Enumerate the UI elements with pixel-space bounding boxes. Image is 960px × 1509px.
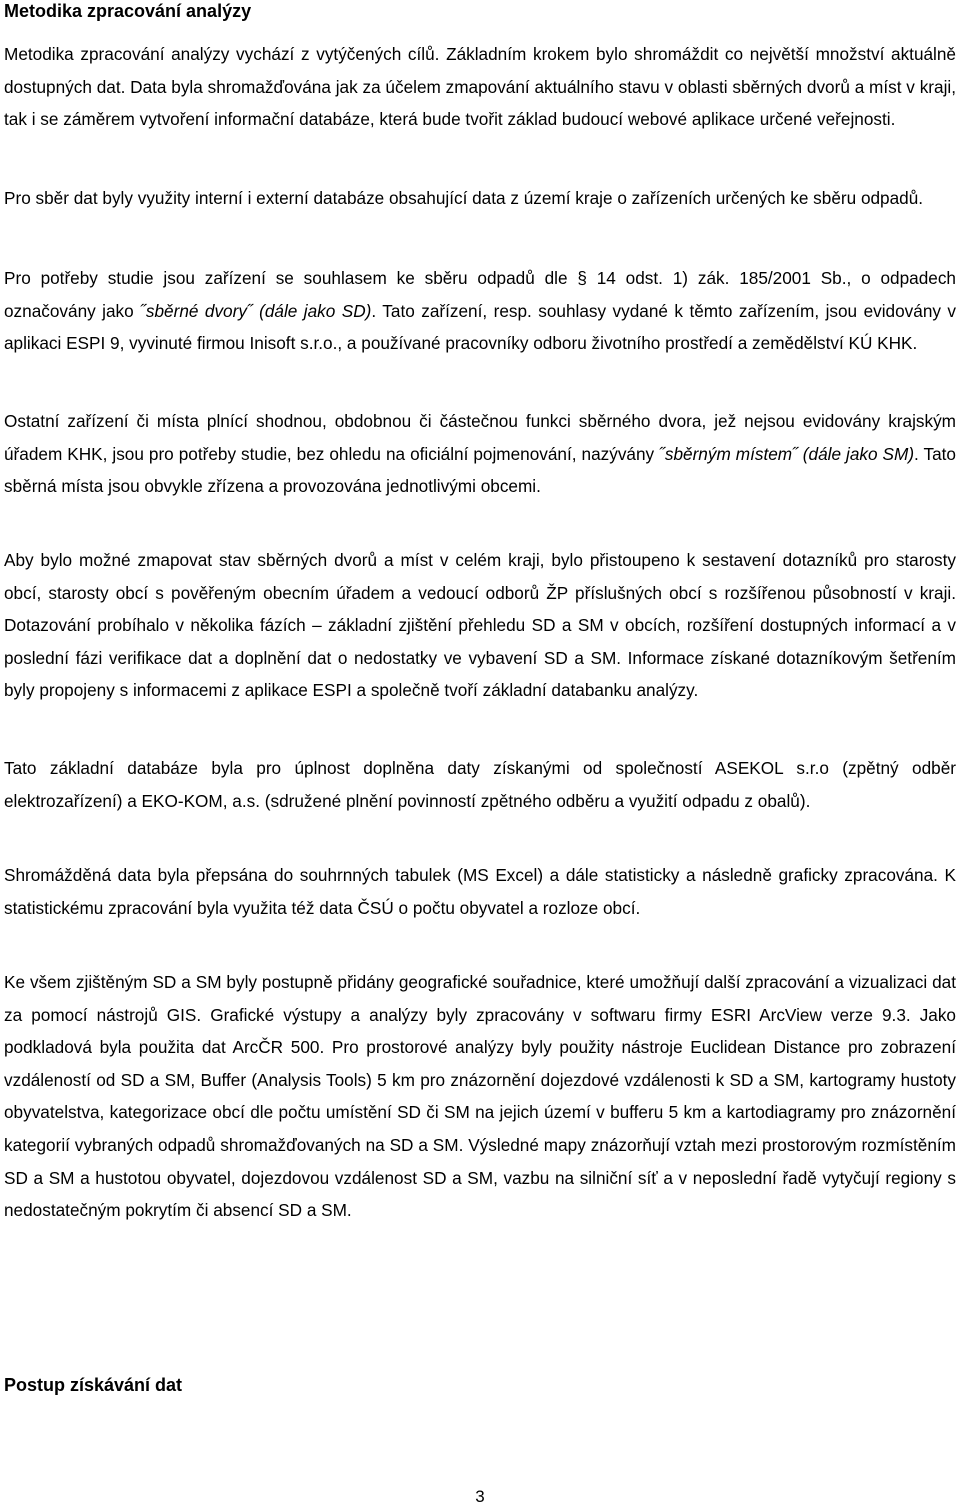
paragraph-questionnaires: Aby bylo možné zmapovat stav sběrných dvorů a míst v celém kraji, bylo přistoupeno k sestavení dotazníků pro starosty obcí, starosty obcí s pověřeným obecním úřadem a vedoucí odborů ŽP příslušných obcí s rozšířenou působností v kraji. Dotazování probíhalo v několika fázích – základní zjištění přehledu SD a SM v obcích, rozšíření dostupných informací a v poslední fázi verifikace dat a doplnění dat o nedostatky ve vybavení SD a SM. Informace získané dotazníkovým šetřením byly propojeny s informacemi z aplikace ESPI a společně tvoří základní databanku analýzy.	[4, 550, 956, 701]
paragraph-data-sources: Pro sběr dat byly využity interní i externí databáze obsahující data z území kraje o zařízeních určených ke sběru odpadů.	[4, 188, 924, 208]
paragraph-text: . Tato zařízení, resp. souhlasy vydané k těmto zařízením, jsou evidovány v aplikaci ESPI 9, vyvinuté firmou Inisoft s.r.o., a používané pracovníky odboru životního prostředí a zemědělství KÚ KHK.	[4, 300, 957, 354]
paragraph-sm-definition	[4, 405, 956, 503]
paragraph-intro: Metodika zpracování analýzy vychází z vytýčených cílů. Základním krokem bylo shromáždit co největší množství aktuálně dostupných dat. Data byla shromažďována jak za účelem zmapování aktuálního stavu v oblasti sběrných dvorů a míst v kraji, tak i se záměrem vytvoření informační databáze, která bude tvořit základ budoucí webové aplikace určené veřejnosti.	[4, 44, 956, 130]
subheading: Postup získávání dat	[4, 1375, 183, 1395]
paragraph-text: Ostatní zařízení či místa plnící shodnou, obdobnou či částečnou funkci sběrného dvora, jež nejsou evidovány krajským úřadem KHK, jsou pro potřeby studie, bez ohledu na oficiální pojmenování, nazývány	[4, 411, 956, 464]
paragraph-gis: Ke všem zjištěným SD a SM byly postupně přidány geografické souřadnice, které umožňují další zpracování a vizualizaci dat za pomocí nástrojů GIS. Grafické výstupy a analýzy byly zpracovány v softwaru firmy ESRI ArcView verze 9.3. Jako podkladová byla použita dat ArcČR 500. Pro prostorové analýzy byly použity nástroje Euclidean Distance pro zobrazení vzdáleností od SD a SM, Buffer (Analysis Tools) 5 km pro znázornění dojezdové vzdálenosti k SD a SM, kartogramy hustoty obyvatelstva, kategorizace obcí dle počtu umístění SD či SM na jejich území v bufferu 5 km a kartodiagramy pro znázornění kategorií vybraných odpadů shromažďovaných na SD a SM. Výsledné mapy znázorňují vztah mezi prostorovým rozmístěním SD a SM a hustotou obyvatel, dojezdovou vzdálenost SD a SM, vazbu na silniční síť a v neposlední řadě vytyčují regiony s nedostatečným pokrytím či absencí SD a SM.	[4, 972, 956, 1221]
paragraph-text: Pro potřeby studie jsou zařízení se souhlasem ke sběru odpadů dle § 14 odst. 1) zák. 185/2001 Sb., o odpadech označovány jako	[4, 268, 956, 321]
paragraph-text: . Tato sběrná místa jsou obvykle zřízena a provozována jednotlivými obcemi.	[4, 443, 956, 497]
document-page	[4, 0, 956, 1509]
term-sm: ˝sběrným místem˝ (dále jako SM)	[659, 443, 915, 464]
page-number: 3	[475, 1487, 485, 1506]
paragraph-sd-definition	[4, 262, 956, 360]
paragraph-statistics: Shromážděná data byla přepsána do souhrnných tabulek (MS Excel) a dále statisticky a následně graficky zpracována. K statistickému zpracování byla využita též data ČSÚ o počtu obyvatel a rozloze obcí.	[4, 865, 956, 918]
term-sd: ˝sběrné dvory˝ (dále jako SD)	[140, 300, 372, 321]
section-heading: Metodika zpracování analýzy	[4, 1, 252, 21]
paragraph-supplementary-data: Tato základní databáze byla pro úplnost doplněna daty získanými od společností ASEKOL s.r.o (zpětný odběr elektrozařízení) a EKO-KOM, a.s. (sdružené plnění povinností zpětného odběru a využití odpadu z obalů).	[4, 758, 956, 811]
